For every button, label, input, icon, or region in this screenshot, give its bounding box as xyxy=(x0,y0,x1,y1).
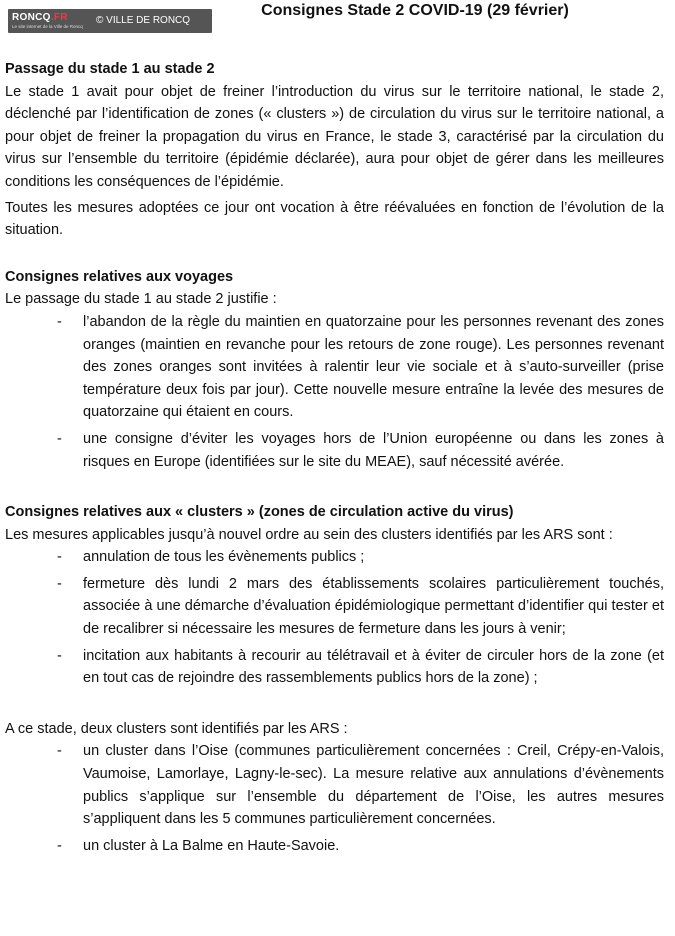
logo-main: RONCQ xyxy=(12,12,51,23)
list-item xyxy=(5,835,664,858)
section-intro: Les mesures applicables jusqu’à nouvel ordre au sein des clusters identifiés par les ARS sont : xyxy=(5,526,613,543)
list-item xyxy=(5,573,664,641)
dash-bullet: - xyxy=(57,549,62,566)
list-item-text: un cluster dans l’Oise (communes particulièrement concernées : Creil, Crépy-en-Valois, Vaumoise, Lamorlaye, Lagny-le-sec). La mesure relative aux annulations d’évènements publics s’applique sur l’ensemble du département de l’Oise, les autres mesures s’appliquent dans les 5 communes particulièrement concernées. xyxy=(83,743,664,828)
list-item xyxy=(5,740,664,830)
list-item-text: un cluster à La Balme en Haute-Savoie. xyxy=(83,837,340,854)
list-item xyxy=(5,428,664,473)
section-heading-clusters: Consignes relatives aux « clusters » (zones de circulation active du virus) xyxy=(5,504,514,521)
paragraph: Le stade 1 avait pour objet de freiner l’introduction du virus sur le territoire national, le stade 2, déclenché par l’identification de zones (« clusters ») de circulation du virus sur le territoire national, a pour objet de freiner la propagation du virus en France, le stade 3, caractérisé par la circulation du virus sur l’ensemble du territoire (épidémie déclarée), aura pour objet de gérer dans les meilleures conditions les conséquences de l’épidémie. xyxy=(5,83,664,190)
dash-bullet: - xyxy=(57,743,62,760)
section-heading-stage-transition: Passage du stade 1 au stade 2 xyxy=(5,61,215,77)
logo-tagline: Le site internet de la Ville de Roncq xyxy=(12,24,83,29)
paragraph: Toutes les mesures adoptées ce jour ont vocation à être réévaluées en fonction de l’évolution de la situation. xyxy=(5,199,664,239)
travel-measures-list xyxy=(5,311,664,473)
copyright-notice: © VILLE DE RONCQ xyxy=(96,15,191,26)
list-item-text: fermeture dès lundi 2 mars des établissements scolaires particulièrement touchés, associée à une démarche d’évaluation épidémiologique permettant d’identifier qui tester et de recalibrer si nécessaire les mesures de fermeture dans les jours à venir; xyxy=(83,575,664,638)
section-heading-travel: Consignes relatives aux voyages xyxy=(5,268,234,285)
site-watermark xyxy=(8,9,212,33)
dash-bullet: - xyxy=(57,313,62,330)
section-intro: Le passage du stade 1 au stade 2 justifie : xyxy=(5,291,277,308)
site-logo xyxy=(8,9,96,33)
dash-bullet: - xyxy=(57,837,62,854)
dash-bullet: - xyxy=(57,575,62,592)
page-title: Consignes Stade 2 COVID-19 (29 février) xyxy=(261,2,569,19)
document-body xyxy=(5,58,664,861)
dash-bullet: - xyxy=(57,647,62,664)
identified-clusters-list xyxy=(5,740,664,857)
cluster-measures-list xyxy=(5,546,664,690)
logo-text xyxy=(12,12,68,23)
list-item-text: l’abandon de la règle du maintien en quatorzaine pour les personnes revenant des zones oranges (maintien en revanche pour les retours de zone rouge). Les personnes revenant des zones oranges sont invitées à ralentir leur vie sociale et à s’auto-surveiller (prise température deux fois par jour). Cette nouvelle mesure entraîne la levée des mesures de quatorzaine qui étaient en cours. xyxy=(83,313,664,421)
list-item xyxy=(5,645,664,690)
list-item-text: annulation de tous les évènements publics ; xyxy=(83,549,365,566)
section-intro: A ce stade, deux clusters sont identifiés par les ARS : xyxy=(5,720,348,737)
logo-accent: .FR xyxy=(50,12,68,23)
list-item xyxy=(5,311,664,424)
list-item-text: une consigne d’éviter les voyages hors de l’Union européenne ou dans les zones à risques en Europe (identifiées sur le site du MEAE), sauf nécessité avérée. xyxy=(83,430,664,470)
dash-bullet: - xyxy=(57,430,62,447)
list-item xyxy=(5,546,664,569)
list-item-text: incitation aux habitants à recourir au télétravail et à éviter de circuler hors de la zone (et en tout cas de rejoindre des rassemblements publics hors de la zone) ; xyxy=(83,647,664,687)
